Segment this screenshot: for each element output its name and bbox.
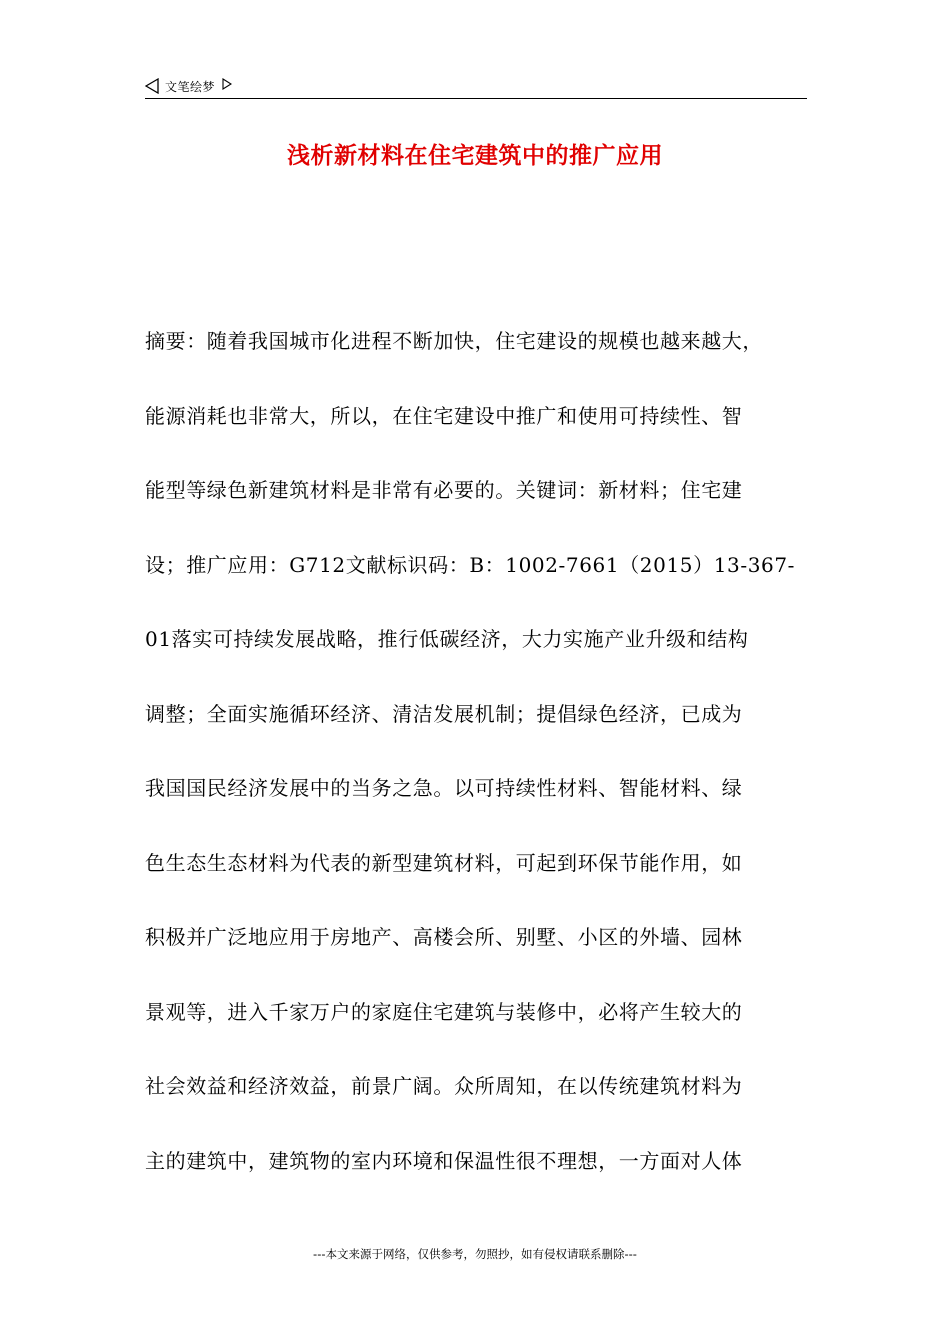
body-line: 我国国民经济发展中的当务之急。以可持续性材料、智能材料、绿 [145,776,743,800]
body-line: 能源消耗也非常大，所以，在住宅建设中推广和使用可持续性、智 [145,403,743,428]
body-line: 景观等，进入千家万户的家庭住宅建筑与装修中，必将产生较大的 [145,999,743,1024]
body-line: 积极并广泛地应用于房地产、高楼会所、别墅、小区的外墙、园林 [145,925,743,949]
triangle-left-outline-icon [145,78,159,94]
body-line: 01落实可持续发展战略，推行低碳经济，大力实施产业升级和结构 [145,627,749,651]
page-header [145,74,807,99]
body-line: 能型等绿色新建筑材料是非常有必要的。关键词：新材料；住宅建 [145,478,743,502]
footer-notice: ---本文来源于网络，仅供参考，勿照抄，如有侵权请联系删除--- [313,1247,637,1261]
body-line: 设；推广应用：G712文献标识码：B：1002-7661（2015）13-367- [145,552,796,577]
document-body [145,320,813,1214]
header-brand: 文笔绘梦 [165,79,216,94]
document-title: 浅析新材料在住宅建筑中的推广应用 [287,143,663,169]
body-line: 色生态生态材料为代表的新型建筑材料，可起到环保节能作用，如 [145,850,743,875]
body-line: 调整；全面实施循环经济、清洁发展机制；提倡绿色经济，已成为 [145,701,743,726]
triangle-right-outline-icon [222,78,232,90]
body-line: 摘要：随着我国城市化进程不断加快，住宅建设的规模也越来越大， [145,329,763,353]
body-line: 社会效益和经济效益，前景广阔。众所周知，在以传统建筑材料为 [145,1074,743,1098]
body-line: 主的建筑中，建筑物的室内环境和保温性很不理想，一方面对人体 [145,1148,743,1173]
